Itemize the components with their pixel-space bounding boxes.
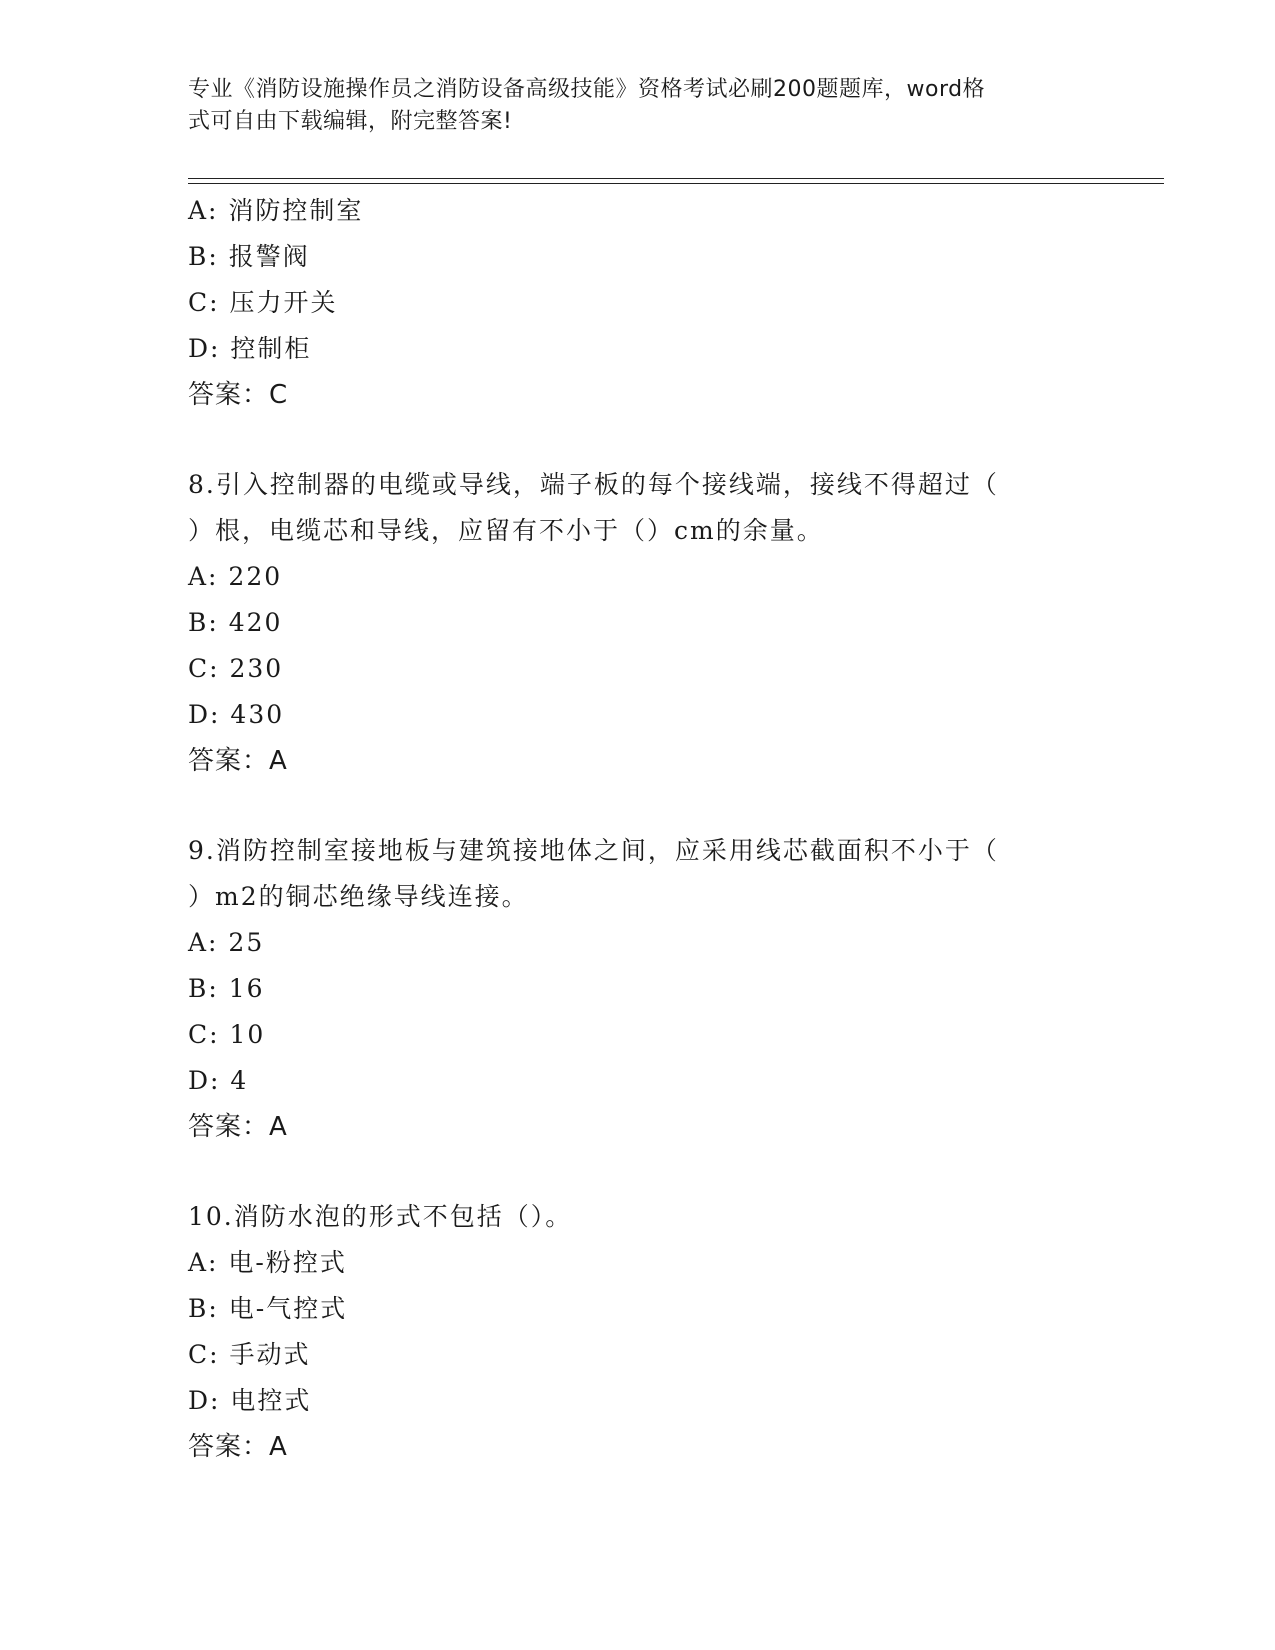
document-header <box>188 74 1068 138</box>
answer: 答案：C <box>188 380 289 410</box>
spacer <box>188 1150 1088 1194</box>
option-a: A: 25 <box>188 928 265 957</box>
spacer <box>188 784 1088 828</box>
question-8 <box>188 462 1088 784</box>
answer: 答案：A <box>188 746 288 776</box>
question-stem-line-1: 8.引入控制器的电缆或导线，端子板的每个接线端，接线不得超过（ <box>188 470 999 499</box>
question-stem-line-2: ）m2的铜芯绝缘导线连接。 <box>188 882 529 911</box>
spacer <box>188 418 1088 462</box>
option-b: B: 电-气控式 <box>188 1294 348 1323</box>
option-d: D: 4 <box>188 1066 249 1095</box>
option-c: C: 手动式 <box>188 1340 311 1369</box>
question-9 <box>188 828 1088 1150</box>
question-7 <box>188 188 1088 418</box>
header-line-1: 专业《消防设施操作员之消防设备高级技能》资格考试必刷200题题库，word格 <box>188 77 986 102</box>
option-c: C: 230 <box>188 654 284 683</box>
option-d: D: 电控式 <box>188 1386 312 1415</box>
option-b: B: 420 <box>188 608 283 637</box>
header-divider-bottom <box>188 183 1164 184</box>
option-c: C: 10 <box>188 1020 266 1049</box>
question-stem-line-1: 9.消防控制室接地板与建筑接地体之间，应采用线芯截面积不小于（ <box>188 836 999 865</box>
option-a: A: 电-粉控式 <box>188 1248 347 1277</box>
header-divider-top <box>188 178 1164 179</box>
option-d: D: 控制柜 <box>188 334 312 363</box>
question-content <box>188 188 1088 1470</box>
header-line-2: 式可自由下载编辑，附完整答案! <box>188 109 513 134</box>
option-c: C: 压力开关 <box>188 288 338 317</box>
option-b: B: 报警阀 <box>188 242 310 271</box>
option-b: B: 16 <box>188 974 265 1003</box>
option-d: D: 430 <box>188 700 285 729</box>
question-10 <box>188 1194 1088 1470</box>
question-stem-line-2: ）根，电缆芯和导线，应留有不小于（）cm的余量。 <box>188 516 824 545</box>
option-a: A: 消防控制室 <box>188 196 364 225</box>
question-stem-line-1: 10.消防水泡的形式不包括（）。 <box>188 1202 573 1231</box>
answer: 答案：A <box>188 1112 288 1142</box>
option-a: A: 220 <box>188 562 283 591</box>
answer: 答案：A <box>188 1432 288 1462</box>
